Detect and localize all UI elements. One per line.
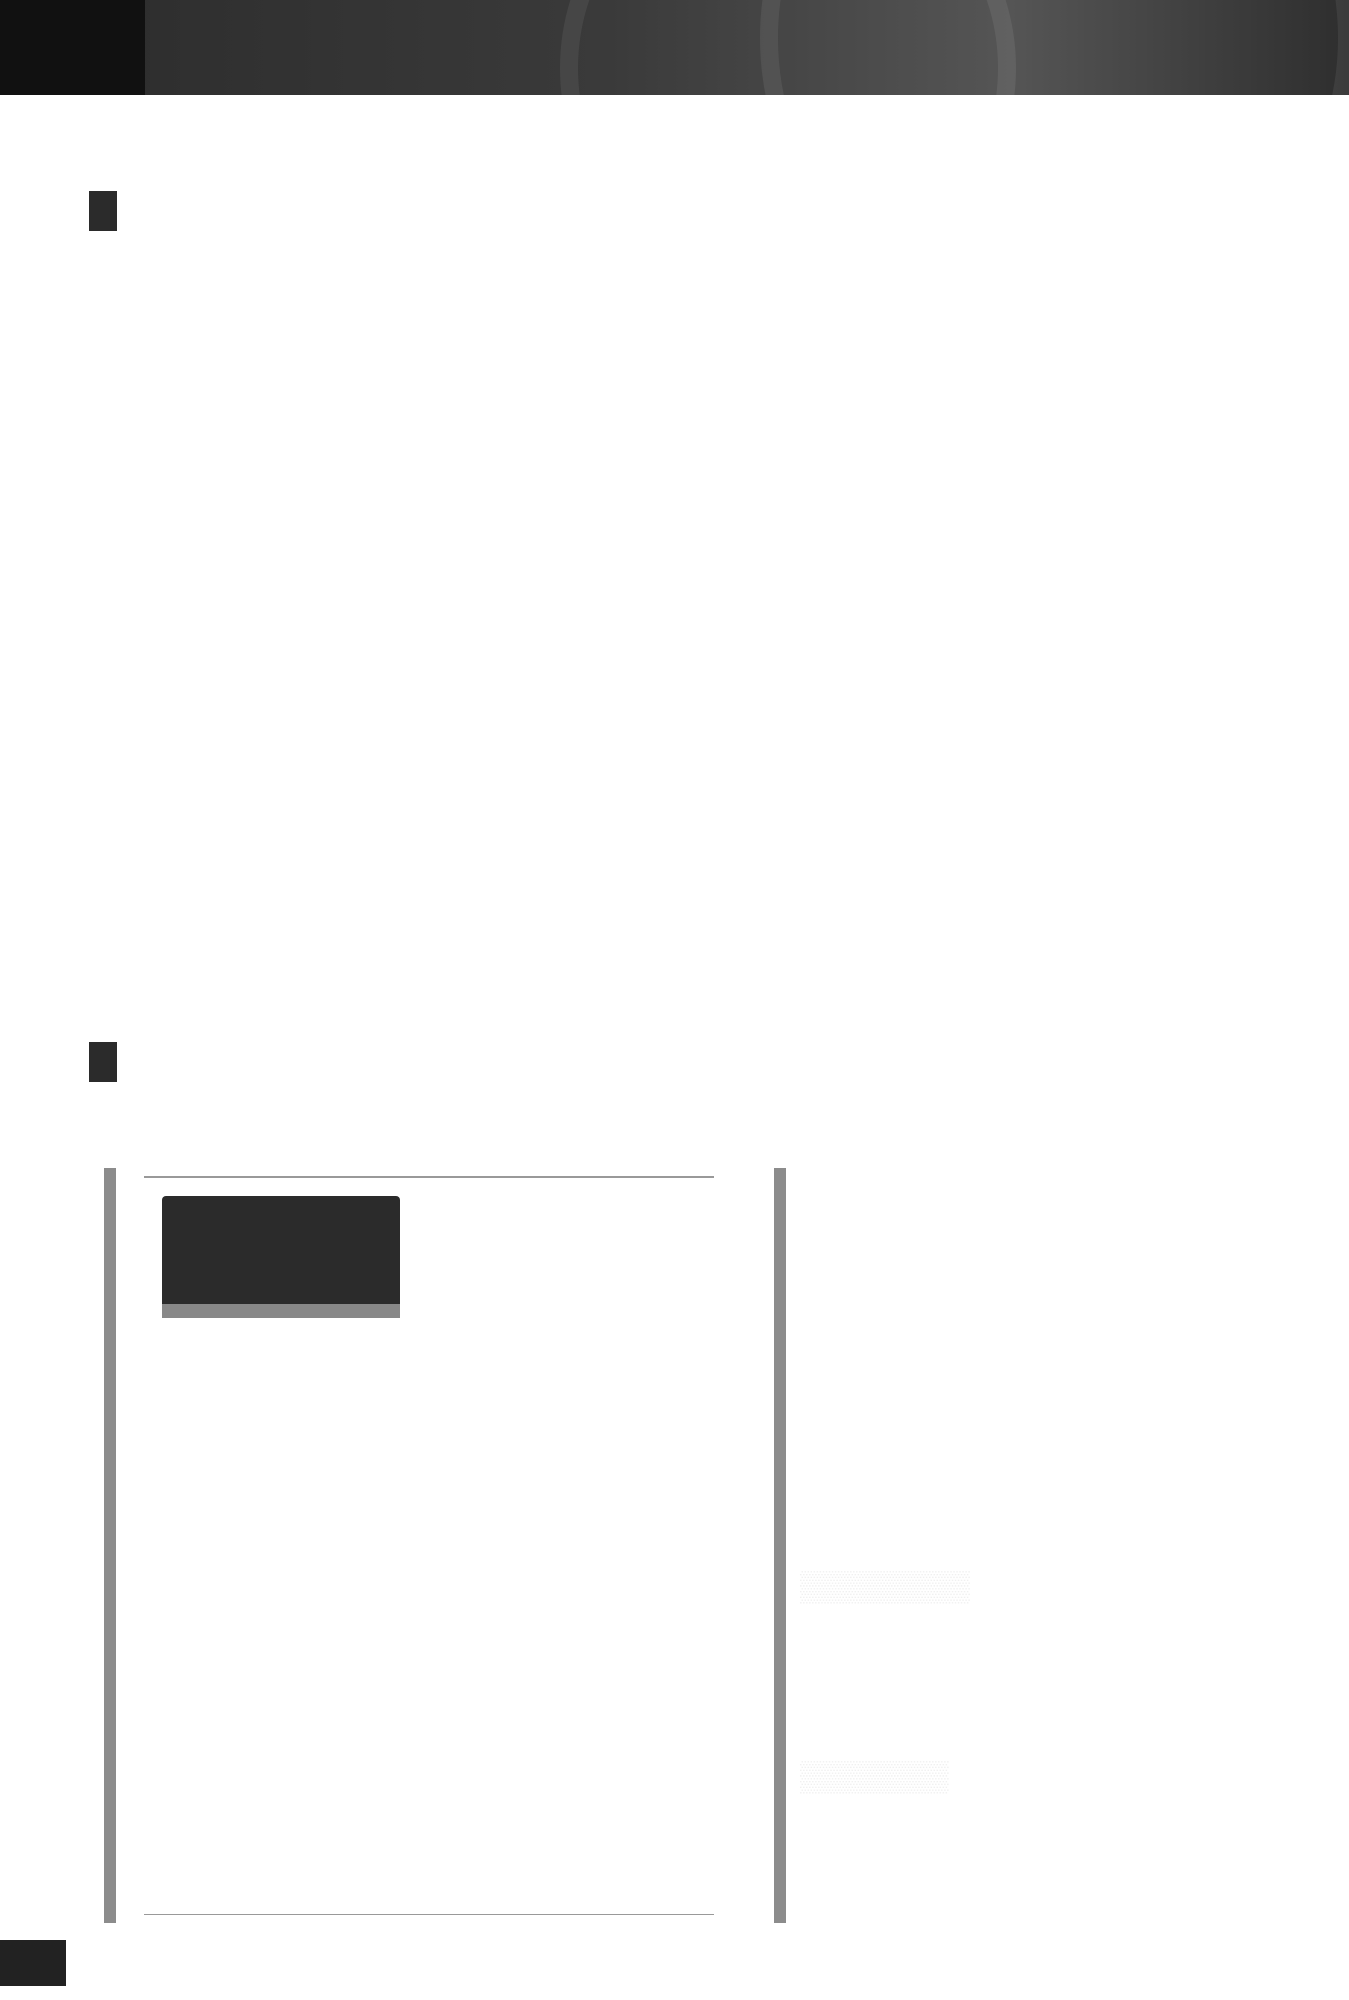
task-3-instruction (848, 666, 1318, 699)
task-b-instruction (848, 186, 1318, 217)
unit-header (0, 0, 1349, 95)
vocabulary-label (89, 191, 117, 231)
blog-box (104, 1168, 786, 1923)
blog-logo (162, 1196, 400, 1308)
unit-number (0, 0, 145, 95)
bleed-through: ▒▒▒▒▒▒▒▒ (800, 1570, 971, 1603)
divider (144, 1176, 714, 1178)
bleed-through: ▒▒▒▒▒▒▒ (800, 1760, 949, 1793)
task-1-instruction (106, 250, 786, 283)
blog-logo-shadow (162, 1304, 400, 1318)
grammar-label (89, 1042, 117, 1082)
divider (144, 1914, 714, 1916)
task-2a-instruction (106, 1098, 746, 1131)
page-number (0, 1940, 66, 1986)
